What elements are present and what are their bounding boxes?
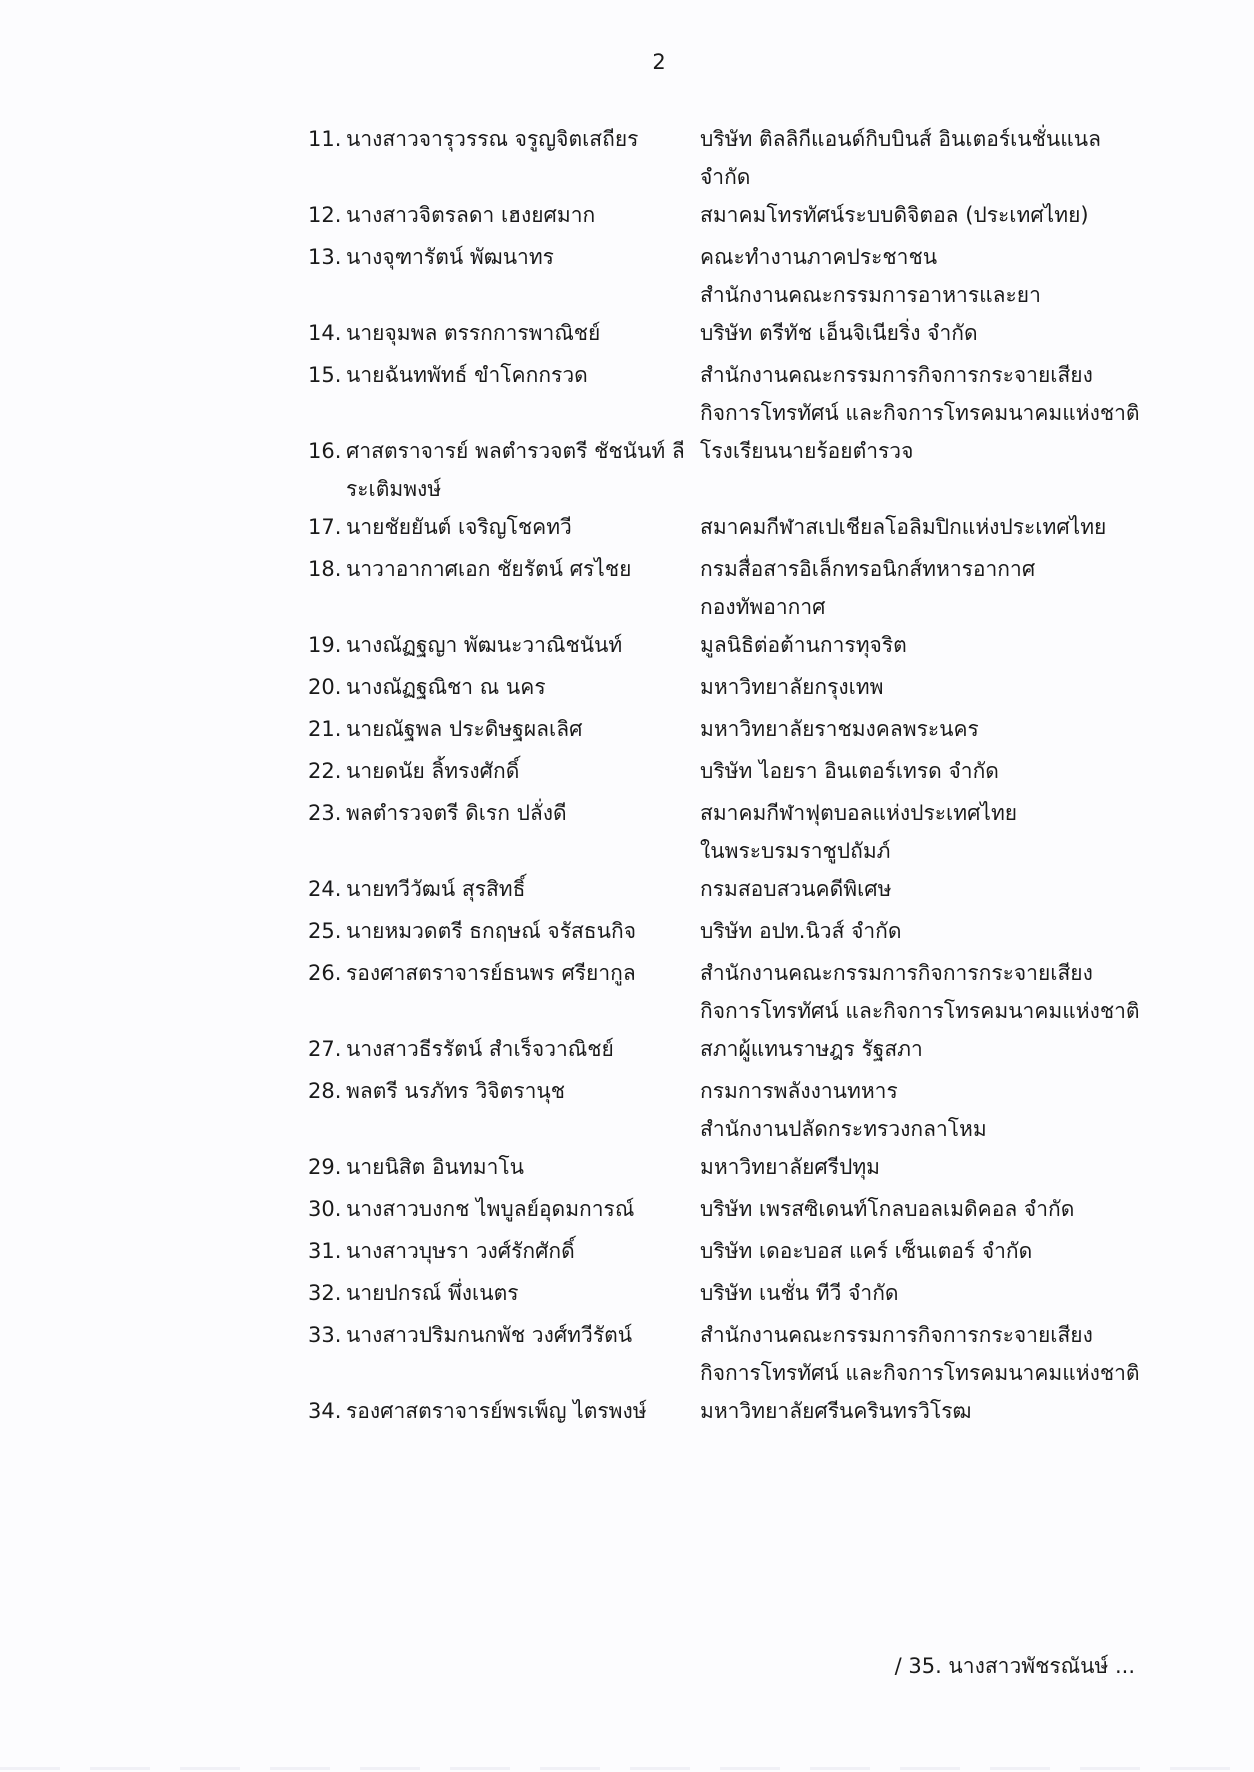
item-number: 34.: [308, 1399, 342, 1423]
organization-line: มูลนิธิต่อต้านการทุจริต: [700, 633, 907, 657]
member-name: นางสาวธีรรัตน์ สำเร็จวาณิชย์: [346, 1037, 614, 1061]
list-item: [308, 238, 1208, 314]
item-number: 30.: [308, 1197, 342, 1221]
member-organization: [700, 752, 1160, 790]
member-name: นาวาอากาศเอก ชัยรัตน์ ศรไชย: [346, 557, 632, 581]
member-name: นางจุฑารัตน์ พัฒนาทร: [346, 245, 554, 269]
member-name: นายฉันทพัทธ์ ขำโคกกรวด: [346, 363, 588, 387]
member-organization: [700, 508, 1160, 546]
organization-line: สำนักงานปลัดกระทรวงกลาโหม: [700, 1117, 987, 1141]
item-number: 17.: [308, 515, 342, 539]
member-name: พลตรี นรภัทร วิจิตรานุช: [346, 1079, 565, 1103]
list-item: [308, 710, 1208, 752]
item-number: 32.: [308, 1281, 342, 1305]
member-name: นางสาวปริมกนกพัช วงศ์ทวีรัตน์: [346, 1323, 633, 1347]
member-name: ศาสตราจารย์ พลตำรวจตรี ชัชนันท์ ลีระเติมพงษ์: [346, 439, 685, 501]
organization-line: บริษัท ไอยรา อินเตอร์เทรด จำกัด: [700, 759, 999, 783]
list-item: [308, 794, 1208, 870]
list-item: [308, 1392, 1208, 1434]
organization-line: กรมสื่อสารอิเล็กทรอนิกส์ทหารอากาศ: [700, 557, 1036, 581]
member-organization: [700, 1316, 1160, 1392]
organization-line: สมาคมกีฬาฟุตบอลแห่งประเทศไทย: [700, 801, 1018, 825]
member-organization: [700, 870, 1160, 908]
organization-line: บริษัท เนชั่น ทีวี จำกัด: [700, 1281, 899, 1305]
organization-line: มหาวิทยาลัยราชมงคลพระนคร: [700, 717, 979, 741]
list-item: [308, 626, 1208, 668]
organization-line: ในพระบรมราชูปถัมภ์: [700, 839, 891, 863]
member-name: นายดนัย ลิ้ทรงศักดิ์: [346, 759, 520, 783]
item-number: 24.: [308, 877, 342, 901]
list-item: [308, 870, 1208, 912]
organization-line: บริษัท เพรสซิเดนท์โกลบอลเมดิคอล จำกัด: [700, 1197, 1075, 1221]
member-organization: [700, 314, 1160, 352]
organization-line: สำนักงานคณะกรรมการกิจการกระจายเสียง: [700, 961, 1093, 985]
member-organization: [700, 432, 1160, 470]
item-number: 15.: [308, 363, 342, 387]
list-item: [308, 508, 1208, 550]
member-organization: [700, 550, 1160, 626]
organization-line: กองทัพอากาศ: [700, 595, 826, 619]
member-name: นางสาวบุษรา วงศ์รักศักดิ์: [346, 1239, 575, 1263]
item-number: 33.: [308, 1323, 342, 1347]
organization-line: สมาคมโทรทัศน์ระบบดิจิตอล (ประเทศไทย): [700, 203, 1089, 227]
member-name: นางสาวจิตรลดา เฮงยศมาก: [346, 203, 596, 227]
item-number: 22.: [308, 759, 342, 783]
member-name: นายปกรณ์ พึ่งเนตร: [346, 1281, 519, 1305]
list-item: [308, 1232, 1208, 1274]
member-name: พลตำรวจตรี ดิเรก ปลั่งดี: [346, 801, 567, 825]
item-number: 13.: [308, 245, 342, 269]
list-item: [308, 1148, 1208, 1190]
list-item: [308, 954, 1208, 1030]
member-organization: [700, 1072, 1160, 1148]
member-organization: [700, 1392, 1160, 1430]
organization-line: สำนักงานคณะกรรมการกิจการกระจายเสียง: [700, 363, 1093, 387]
organization-line: สำนักงานคณะกรรมการอาหารและยา: [700, 283, 1041, 307]
organization-line: บริษัท อปท.นิวส์ จำกัด: [700, 919, 902, 943]
organization-line: กรมสอบสวนคดีพิเศษ: [700, 877, 892, 901]
member-organization: [700, 1148, 1160, 1186]
item-number: 11.: [308, 127, 342, 151]
organization-line: กิจการโทรทัศน์ และกิจการโทรคมนาคมแห่งชาติ: [700, 1361, 1140, 1385]
member-organization: [700, 794, 1160, 870]
list-item: [308, 668, 1208, 710]
item-number: 26.: [308, 961, 342, 985]
list-item: [308, 550, 1208, 626]
member-organization: [700, 120, 1160, 196]
member-name: นายชัยยันต์ เจริญโชคทวี: [346, 515, 572, 539]
item-number: 20.: [308, 675, 342, 699]
list-item: [308, 432, 1208, 508]
member-organization: [700, 668, 1160, 706]
list-item: [308, 1030, 1208, 1072]
member-name: นายนิสิต อินทมาโน: [346, 1155, 525, 1179]
item-number: 23.: [308, 801, 342, 825]
list-item: [308, 356, 1208, 432]
organization-line: มหาวิทยาลัยศรีนครินทรวิโรฒ: [700, 1399, 972, 1423]
list-item: [308, 314, 1208, 356]
item-number: 31.: [308, 1239, 342, 1263]
member-name: นายทวีวัฒน์ สุรสิทธิ์: [346, 877, 526, 901]
item-number: 14.: [308, 321, 342, 345]
organization-line: จำกัด: [700, 165, 751, 189]
member-name: รองศาสตราจารย์พรเพ็ญ ไตรพงษ์: [346, 1399, 647, 1423]
member-organization: [700, 238, 1160, 314]
member-organization: [700, 356, 1160, 432]
list-item: [308, 120, 1208, 196]
member-name: นายณัฐพล ประดิษฐผลเลิศ: [346, 717, 583, 741]
list-item: [308, 752, 1208, 794]
organization-line: บริษัท ติลลิกีแอนด์กิบบินส์ อินเตอร์เนชั่นแนล: [700, 127, 1101, 151]
item-number: 16.: [308, 439, 342, 463]
organization-line: มหาวิทยาลัยศรีปทุม: [700, 1155, 881, 1179]
organization-line: มหาวิทยาลัยกรุงเทพ: [700, 675, 884, 699]
item-number: 19.: [308, 633, 342, 657]
member-organization: [700, 1030, 1160, 1068]
list-item: [308, 1274, 1208, 1316]
list-item: [308, 196, 1208, 238]
item-number: 27.: [308, 1037, 342, 1061]
member-organization: [700, 1232, 1160, 1270]
item-number: 28.: [308, 1079, 342, 1103]
list-item: [308, 1072, 1208, 1148]
member-organization: [700, 196, 1160, 234]
member-organization: [700, 912, 1160, 950]
organization-line: โรงเรียนนายร้อยตำรวจ: [700, 439, 914, 463]
list-item: [308, 1316, 1208, 1392]
member-name: นายจุมพล ตรรกการพาณิชย์: [346, 321, 601, 345]
continuation-note: / 35. นางสาวพัชรณันษ์ ...: [894, 1654, 1135, 1678]
organization-line: สำนักงานคณะกรรมการกิจการกระจายเสียง: [700, 1323, 1093, 1347]
member-list: [308, 120, 1208, 1434]
item-number: 25.: [308, 919, 342, 943]
member-name: นางสาวบงกช ไพบูลย์อุดมการณ์: [346, 1197, 635, 1221]
page-number: 2: [652, 50, 666, 74]
member-name: นางณัฏฐณิชา ณ นคร: [346, 675, 546, 699]
member-name: นายหมวดตรี ธกฤษณ์ จรัสธนกิจ: [346, 919, 637, 943]
member-name: นางสาวจารุวรรณ จรูญจิตเสถียร: [346, 127, 639, 151]
member-organization: [700, 1274, 1160, 1312]
member-name: นางณัฏฐญา พัฒนะวาณิชนันท์: [346, 633, 623, 657]
member-name: รองศาสตราจารย์ธนพร ศรียากูล: [346, 961, 636, 985]
item-number: 12.: [308, 203, 342, 227]
list-item: [308, 1190, 1208, 1232]
member-organization: [700, 626, 1160, 664]
member-organization: [700, 710, 1160, 748]
organization-line: สภาผู้แทนราษฎร รัฐสภา: [700, 1037, 923, 1061]
list-item: [308, 912, 1208, 954]
scan-edge-artifact: [0, 1767, 1254, 1770]
organization-line: กิจการโทรทัศน์ และกิจการโทรคมนาคมแห่งชาติ: [700, 999, 1140, 1023]
organization-line: บริษัท ตรีทัช เอ็นจิเนียริ่ง จำกัด: [700, 321, 978, 345]
organization-line: กิจการโทรทัศน์ และกิจการโทรคมนาคมแห่งชาติ: [700, 401, 1140, 425]
organization-line: สมาคมกีฬาสเปเชียลโอลิมปิกแห่งประเทศไทย: [700, 515, 1107, 539]
item-number: 21.: [308, 717, 342, 741]
item-number: 18.: [308, 557, 342, 581]
organization-line: บริษัท เดอะบอส แคร์ เซ็นเตอร์ จำกัด: [700, 1239, 1033, 1263]
member-organization: [700, 954, 1160, 1030]
member-organization: [700, 1190, 1160, 1228]
organization-line: กรมการพลังงานทหาร: [700, 1079, 898, 1103]
organization-line: คณะทำงานภาคประชาชน: [700, 245, 938, 269]
item-number: 29.: [308, 1155, 342, 1179]
